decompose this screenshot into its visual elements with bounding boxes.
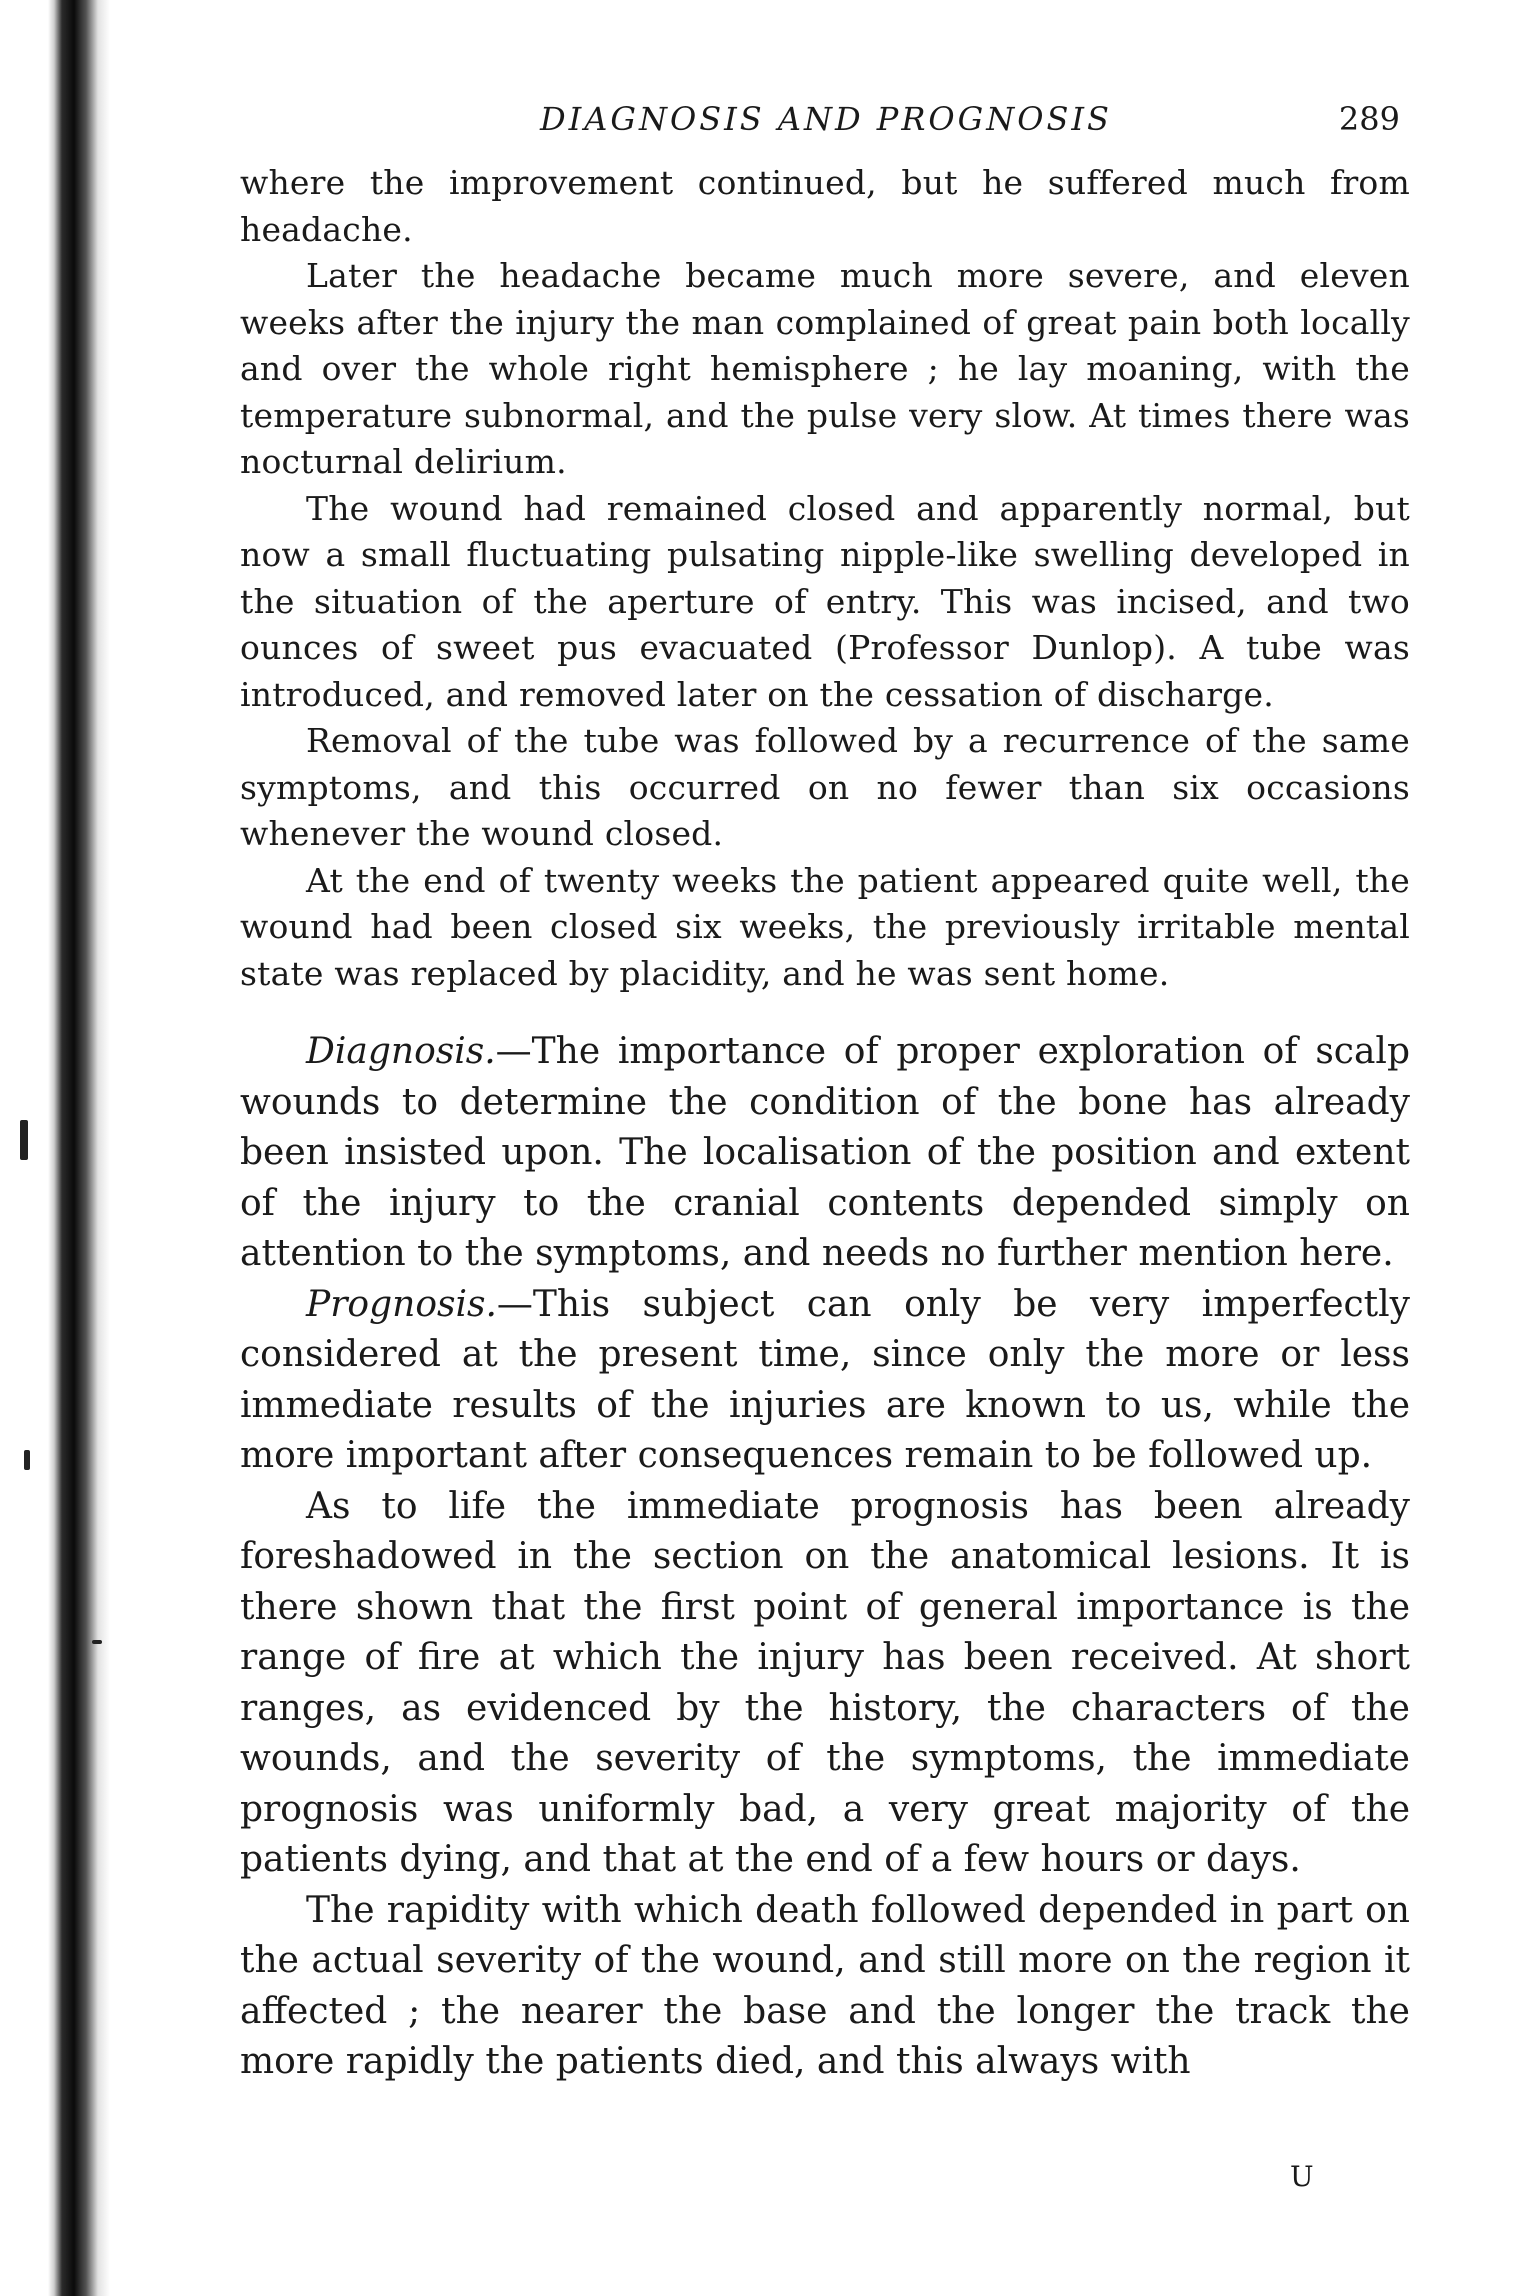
case-report [240, 160, 1410, 997]
diagnosis-text: —The importance of proper exploration of scalp wounds to determine the condition of the bone has already been insisted upon. The localisation of the position and extent of the injury to the cranial contents depended simply on attention to the symptoms, and needs no further mention here. [240, 1031, 1410, 1274]
binding-speck [24, 1450, 30, 1470]
case-paragraph: where the improvement continued, but he suffered much from headache. [240, 163, 1410, 249]
diagnosis-heading: Diagnosis. [306, 1031, 496, 1072]
main-text [240, 1027, 1410, 2088]
case-paragraph: Removal of the tube was followed by a recurrence of the same symptoms, and this occurred on no fewer than six occasions whenever the wound closed. [240, 721, 1410, 853]
binding-speck [20, 1120, 28, 1160]
signature-mark: U [1290, 2160, 1314, 2193]
page-content [240, 100, 1410, 2088]
body-paragraph: The rapidity with which death followed depended in part on the actual severity of the wound, and still more on the region it affected ; the nearer the base and the longer the track the more rapidly the patients died, and this always with [240, 1889, 1410, 2082]
running-title: DIAGNOSIS AND PROGNOSIS [540, 100, 1112, 138]
body-paragraph: As to life the immediate prognosis has been already foreshadowed in the section on the anatomical lesions. It is there shown that the first point of general importance is the range of fire at which the injury has been received. At short ranges, as evidenced by the history, the characters of the wounds, and the severity of the symptoms, the immediate prognosis was uniformly bad, a very great majority of the patients dying, and that at the end of a few hours or days. [240, 1485, 1410, 1880]
prognosis-text: —This subject can only be very imperfectly considered at the present time, since only the more or less immediate results of the injuries are known to us, while the more important after consequences remain to be followed up. [240, 1283, 1410, 1476]
diagnosis-paragraph [240, 1027, 1410, 1280]
running-head [240, 100, 1410, 160]
binding-speck [92, 1640, 102, 1644]
case-paragraph: Later the headache became much more severe, and eleven weeks after the injury the man complained of great pain both locally and over the whole right hemisphere ; he lay moaning, with the temperature subnormal, and the pulse very slow. At times there was nocturnal delirium. [240, 256, 1410, 481]
prognosis-paragraph [240, 1280, 1410, 1482]
case-paragraph: The wound had remained closed and apparently normal, but now a small fluctuating pulsating nipple-like swelling developed in the situation of the aperture of entry. This was incised, and two ounces of sweet pus evacuated (Professor Dunlop). A tube was introduced, and removed later on the cessation of discharge. [240, 488, 1410, 714]
prognosis-heading: Prognosis. [306, 1283, 497, 1325]
case-paragraph: At the end of twenty weeks the patient appeared quite well, the wound had been closed six weeks, the previously irritable mental state was replaced by placidity, and he was sent home. [240, 860, 1410, 993]
binding-edge-shadow [0, 0, 110, 2296]
page-number: 289 [1338, 100, 1400, 138]
